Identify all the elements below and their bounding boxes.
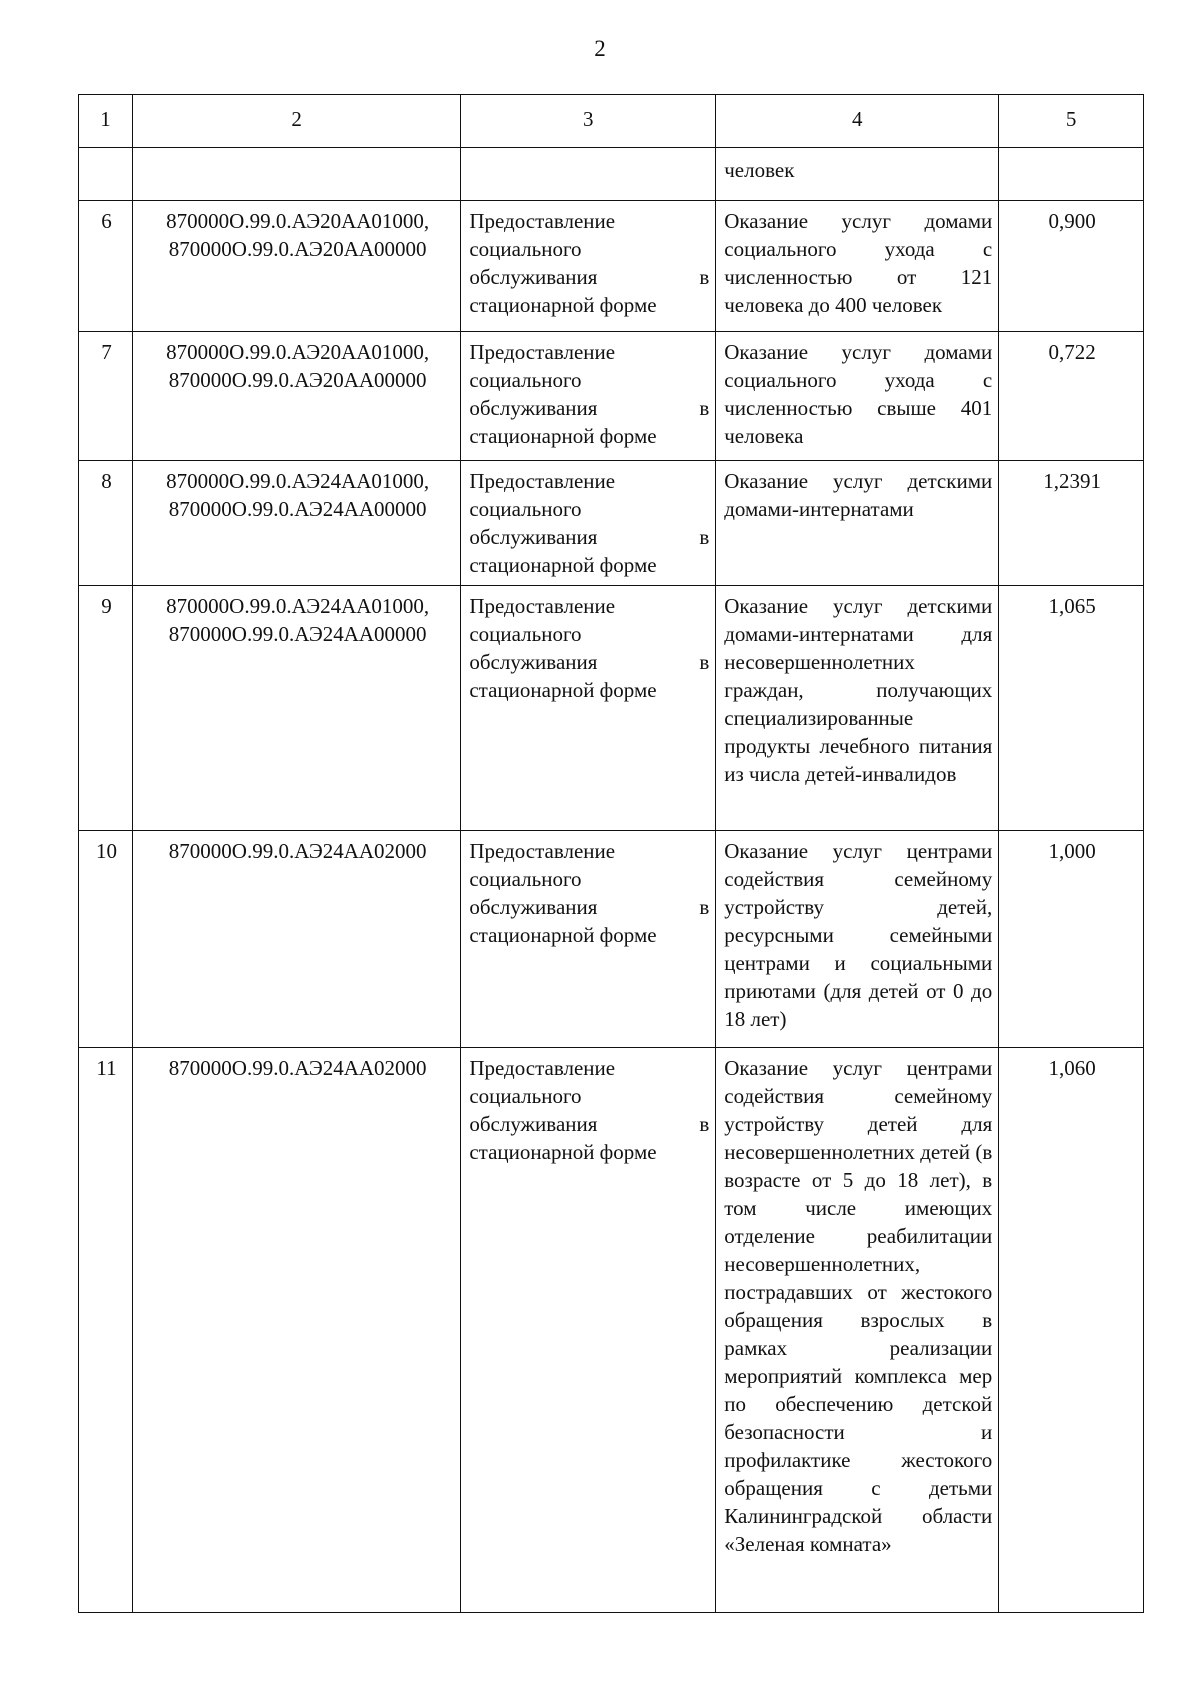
coefficient-value: 1,065 xyxy=(999,586,1144,831)
continuation-description: человек xyxy=(716,148,999,201)
table-row xyxy=(79,461,1144,586)
service-description: Оказание услуг домами социального ухода с численностью от 121 человека до 400 человек xyxy=(716,201,999,332)
table-row xyxy=(79,201,1144,332)
table-header-row xyxy=(79,95,1144,148)
cell-empty xyxy=(133,148,461,201)
table-row xyxy=(79,1048,1144,1613)
cell-empty xyxy=(79,148,133,201)
table-row xyxy=(79,332,1144,461)
service-codes: 870000О.99.0.АЭ24АА02000 xyxy=(133,831,461,1048)
coefficient-value: 1,060 xyxy=(999,1048,1144,1613)
header-col-1: 1 xyxy=(79,95,133,148)
cell-empty xyxy=(999,148,1144,201)
row-number: 10 xyxy=(79,831,133,1048)
service-form: Предоставление социального обслуживания в стационарной форме xyxy=(461,461,716,586)
row-number: 6 xyxy=(79,201,133,332)
service-form: Предоставление социального обслуживания в стационарной форме xyxy=(461,1048,716,1613)
service-description: Оказание услуг центрами содействия семейному устройству детей для несовершеннолетних детей (в возрасте от 5 до 18 лет), в том числе имеющих отделение реабилитации несовершеннолетних, пострадавших от жестокого обращения взрослых в рамках реализации мероприятий комплекса мер по обеспечению детской безопасности и профилактике жестокого обращения с детьми Калининградской области «Зеленая комната» xyxy=(716,1048,999,1613)
service-form: Предоставление социального обслуживания в стационарной форме xyxy=(461,831,716,1048)
coefficient-value: 0,900 xyxy=(999,201,1144,332)
service-description: Оказание услуг центрами содействия семейному устройству детей, ресурсными семейными центрами и социальными приютами (для детей от 0 до 18 лет) xyxy=(716,831,999,1048)
service-form: Предоставление социального обслуживания в стационарной форме xyxy=(461,201,716,332)
service-form: Предоставление социального обслуживания в стационарной форме xyxy=(461,332,716,461)
service-codes: 870000О.99.0.АЭ24АА01000, 870000О.99.0.АЭ24АА00000 xyxy=(133,586,461,831)
coefficient-value: 1,000 xyxy=(999,831,1144,1048)
coefficient-value: 1,2391 xyxy=(999,461,1144,586)
service-description: Оказание услуг детскими домами-интернатами xyxy=(716,461,999,586)
row-number: 9 xyxy=(79,586,133,831)
row-number: 7 xyxy=(79,332,133,461)
service-codes: 870000О.99.0.АЭ20АА01000, 870000О.99.0.АЭ20АА00000 xyxy=(133,201,461,332)
services-table xyxy=(78,94,1144,1613)
row-number: 8 xyxy=(79,461,133,586)
header-col-4: 4 xyxy=(716,95,999,148)
table-row xyxy=(79,586,1144,831)
cell-empty xyxy=(461,148,716,201)
header-col-3: 3 xyxy=(461,95,716,148)
service-description: Оказание услуг детскими домами-интернатами для несовершеннолетних граждан, получающих специализированные продукты лечебного питания из числа детей-инвалидов xyxy=(716,586,999,831)
header-col-2: 2 xyxy=(133,95,461,148)
header-col-5: 5 xyxy=(999,95,1144,148)
coefficient-value: 0,722 xyxy=(999,332,1144,461)
service-codes: 870000О.99.0.АЭ24АА02000 xyxy=(133,1048,461,1613)
continuation-row xyxy=(79,148,1144,201)
service-description: Оказание услуг домами социального ухода с численностью свыше 401 человека xyxy=(716,332,999,461)
service-form: Предоставление социального обслуживания в стационарной форме xyxy=(461,586,716,831)
service-codes: 870000О.99.0.АЭ20АА01000, 870000О.99.0.АЭ20АА00000 xyxy=(133,332,461,461)
table-row xyxy=(79,831,1144,1048)
page-number: 2 xyxy=(594,36,606,61)
row-number: 11 xyxy=(79,1048,133,1613)
service-codes: 870000О.99.0.АЭ24АА01000, 870000О.99.0.АЭ24АА00000 xyxy=(133,461,461,586)
